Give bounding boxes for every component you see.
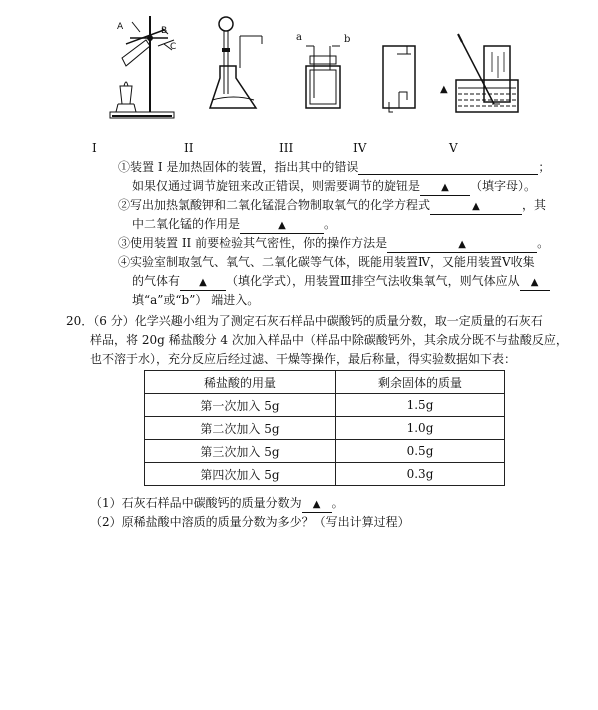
data-table (144, 370, 505, 486)
q19-item4-line3: 填“a”或“b”） 端进入。 (132, 293, 260, 307)
table-cell: 第四次加入 5g (145, 463, 336, 486)
apparatus-2-drawing (204, 8, 270, 123)
label-roman-2: II (184, 141, 194, 155)
label-roman-5: V (449, 141, 458, 155)
knob-label-b-upper: B (161, 26, 168, 36)
q20-stem-line1: 20．（6 分）化学兴趣小组为了测定石灰石样品中碳酸钙的质量分数，取一定质量的石灰石 (66, 314, 543, 328)
table-row (145, 463, 505, 486)
label-roman-4: IV (353, 141, 367, 155)
answer-blank-mno2-role[interactable]: ▲ (240, 217, 324, 234)
table-row (145, 440, 505, 463)
knob-label-c-upper: C (170, 42, 177, 52)
table-cell: 0.3g (336, 463, 505, 486)
answer-blank-equation[interactable]: ▲ (430, 198, 522, 215)
table-row (145, 417, 505, 440)
table-cell: 第一次加入 5g (145, 394, 336, 417)
table-header-row (145, 371, 505, 394)
table-header-cell: 剩余固体的质量 (336, 371, 505, 394)
port-label-b: b (344, 34, 351, 45)
answer-blank-caco3-fraction[interactable]: ▲ (302, 496, 332, 513)
q20-stem-line3: 也不溶于水），充分反应后经过滤、干燥等操作，最后称量，得实验数据如下表： (90, 352, 517, 366)
table-cell: 第二次加入 5g (145, 417, 336, 440)
q19-item1-line1: ①装置 I 是加热固体的装置，指出其中的错误 ； (118, 160, 551, 174)
knob-label-a-upper: A (117, 22, 124, 32)
q19-item2-line2: 中二氧化锰的作用是 ▲ 。 (132, 216, 336, 234)
q20-sub2: （2）原稀盐酸中溶质的质量分数为多少？（写出计算过程） (90, 515, 410, 529)
answer-blank-knob[interactable]: ▲ (420, 179, 470, 196)
blank-marker-apparatus-v: ▲ (440, 84, 448, 95)
answer-blank-airtightness[interactable]: ▲ (387, 236, 537, 253)
q19-item1-line2: 如果仅通过调节旋钮来改正错误，则需要调节的旋钮是 ▲ （填字母）。 (132, 178, 536, 196)
apparatus-4-drawing (375, 8, 425, 123)
q20-number: 20． (66, 314, 94, 328)
table-header-cell: 稀盐酸的用量 (145, 371, 336, 394)
label-roman-1: I (92, 141, 97, 155)
q20-stem-line2: 样品，将 20g 稀盐酸分 4 次加入样品中（样品中除碳酸钙外，其余成分既不与盐酸反应， (90, 333, 568, 347)
apparatus-3-drawing (292, 8, 354, 123)
answer-blank-gas-formula[interactable]: ▲ (180, 274, 226, 291)
port-label-a: a (296, 32, 302, 43)
table-cell: 1.5g (336, 394, 505, 417)
apparatus-1-drawing (102, 8, 182, 123)
q19-item4-line2: 的气体有 ▲ （填化学式），用装置Ⅲ排空气法收集氧气，则气体应从 ▲ (132, 273, 550, 291)
table-row (145, 394, 505, 417)
apparatus-5-drawing (452, 8, 522, 123)
q19-item3-line1: ③使用装置 II 前要检验其气密性，你的操作方法是 ▲ 。 (118, 235, 549, 253)
label-roman-3: III (279, 141, 294, 155)
q20-sub1: （1）石灰石样品中碳酸钙的质量分数为 ▲ 。 (90, 495, 344, 513)
table-cell: 1.0g (336, 417, 505, 440)
table-cell: 0.5g (336, 440, 505, 463)
q19-item2-line1: ②写出加热氯酸钾和二氧化锰混合物制取氧气的化学方程式 ▲ ，其 (118, 197, 546, 215)
answer-blank-port[interactable]: ▲ (520, 274, 550, 291)
answer-blank-error[interactable] (358, 160, 538, 175)
table-cell: 第三次加入 5g (145, 440, 336, 463)
q19-item4-line1: ④实验室制取氢气、氧气、二氧化碳等气体，既能用装置Ⅳ，又能用装置Ⅴ收集 (118, 255, 535, 269)
